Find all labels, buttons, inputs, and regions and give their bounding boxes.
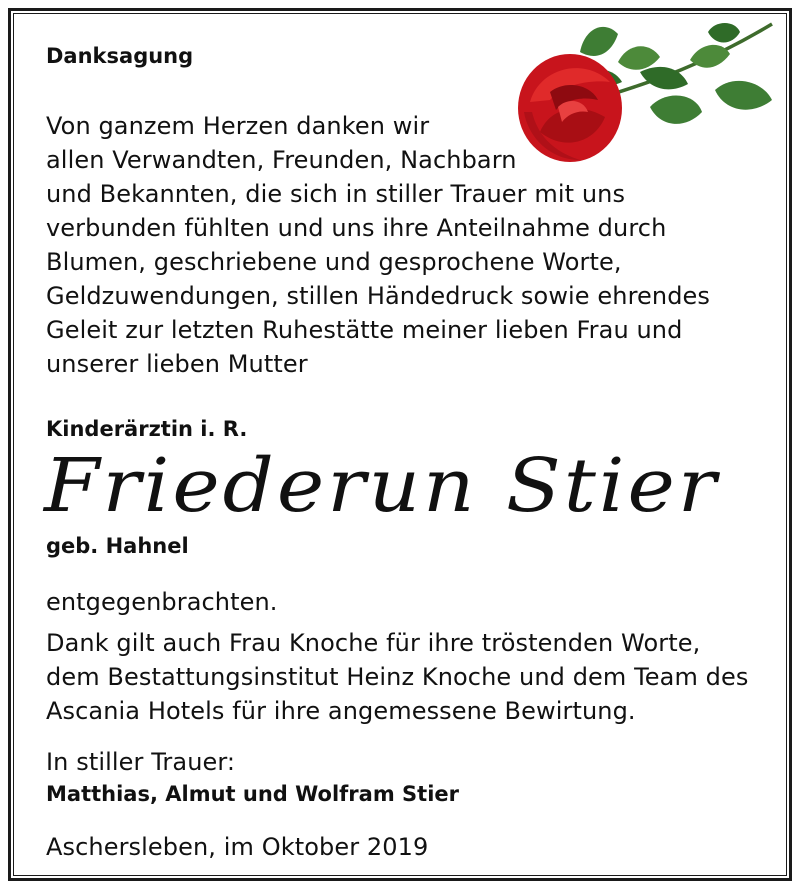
rose-leaf	[618, 46, 660, 69]
deceased-title: Kinderärztin i. R.	[46, 417, 248, 441]
closing-line: entgegenbrachten.	[46, 588, 278, 616]
intro-line: Geleit zur letzten Ruhestätte meiner lieben Frau und	[46, 316, 683, 344]
mourners-names: Matthias, Almut und Wolfram Stier	[46, 782, 459, 806]
intro-line: verbunden fühlten und uns ihre Anteilnahme durch	[46, 214, 667, 242]
rose-leaf	[580, 27, 618, 56]
deceased-name: Friederun Stier	[44, 442, 720, 529]
rose-leaf	[708, 23, 740, 43]
rose-image	[510, 12, 790, 172]
intro-line: Von ganzem Herzen danken wir	[46, 112, 430, 140]
rose-leaf	[650, 96, 702, 124]
place-date: Aschersleben, im Oktober 2019	[46, 833, 429, 861]
closing-line: dem Bestattungsinstitut Heinz Knoche und dem Team des	[46, 663, 749, 691]
intro-line: und Bekannten, die sich in stiller Trauer mit uns	[46, 180, 626, 208]
intro-line: unserer lieben Mutter	[46, 350, 308, 378]
heading-danksagung: Danksagung	[46, 44, 194, 68]
mourners-label: In stiller Trauer:	[46, 748, 236, 776]
intro-line: Blumen, geschriebene und gesprochene Worte,	[46, 248, 622, 276]
deceased-birth-name: geb. Hahnel	[46, 534, 189, 558]
closing-line: Ascania Hotels für ihre angemessene Bewirtung.	[46, 697, 636, 725]
rose-leaf	[690, 45, 730, 68]
rose-leaf	[715, 81, 772, 110]
intro-line: allen Verwandten, Freunden, Nachbarn	[46, 146, 517, 174]
closing-line: Dank gilt auch Frau Knoche für ihre tröstenden Worte,	[46, 629, 701, 657]
intro-line: Geldzuwendungen, stillen Händedruck sowie ehrendes	[46, 282, 711, 310]
